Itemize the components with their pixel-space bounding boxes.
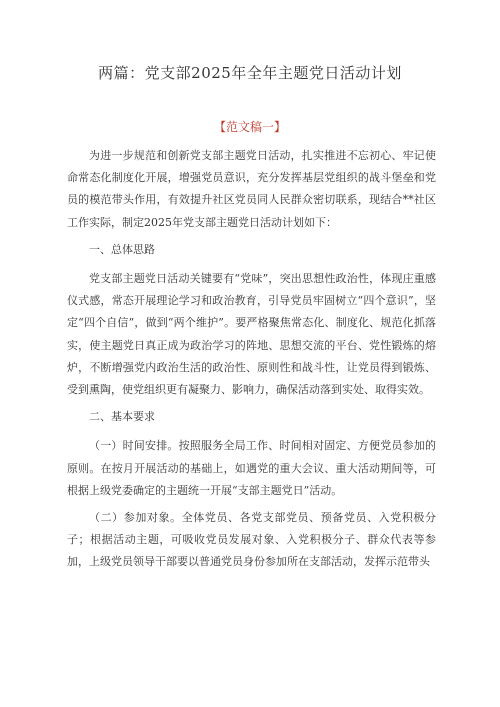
document-title: 两篇：党支部2025年全年主题党日活动计划 [98,64,402,82]
section-heading-2: 二、基本要求 [89,410,155,424]
section-2-item-1: （一）时间安排。按照服务全局工作、时间相对固定、方便党员参加的原则。在按月开展活动的基础上，如遇党的重大会议、重大活动期间等，可根据上级党委确定的主题统一开展“支部主题党日”活动。 [67,439,436,497]
intro-paragraph: 为进一步规范和创新党支部主题党日活动，扎实推进不忘初心、牢记使命常态化制度化开展，增强党员意识，充分发挥基层党组织的战斗堡垒和党员的模范带头作用，有效提升社区党员同人民群众密切联系，现结合**社区工作实际，制定2025年党支部主题党日活动计划如下： [67,149,436,229]
document-subtitle: 【范文稿一】 [213,120,286,134]
section-2-item-2: （二）参加对象。全体党员、各党支部党员、预备党员、入党积极分子；根据活动主题，可吸收党员发展对象、入党积极分子、群众代表等参加，上级党员领导干部要以普通党员身份参加所在支部活动，发挥示范带头 [67,511,436,569]
section-1-paragraph: 党支部主题党日活动关键要有“党味”，突出思想性政治性，体现庄重感仪式感，常态开展理论学习和政治教育，引导党员牢固树立“四个意识”，坚定“四个自信”，做到“两个维护”。要严格聚焦常态化、制度化、规范化抓落实，使主题党日真正成为政治学习的阵地、思想交流的平台、党性锻炼的熔炉，不断增强党内政治生活的政治性、原则性和战斗性，让党员得到锻炼、受到熏陶，使党组织更有凝聚力、影响力，确保活动落到实处、取得实效。 [67,272,436,397]
document-body [67,145,436,579]
section-heading-1: 一、总体思路 [89,242,155,256]
